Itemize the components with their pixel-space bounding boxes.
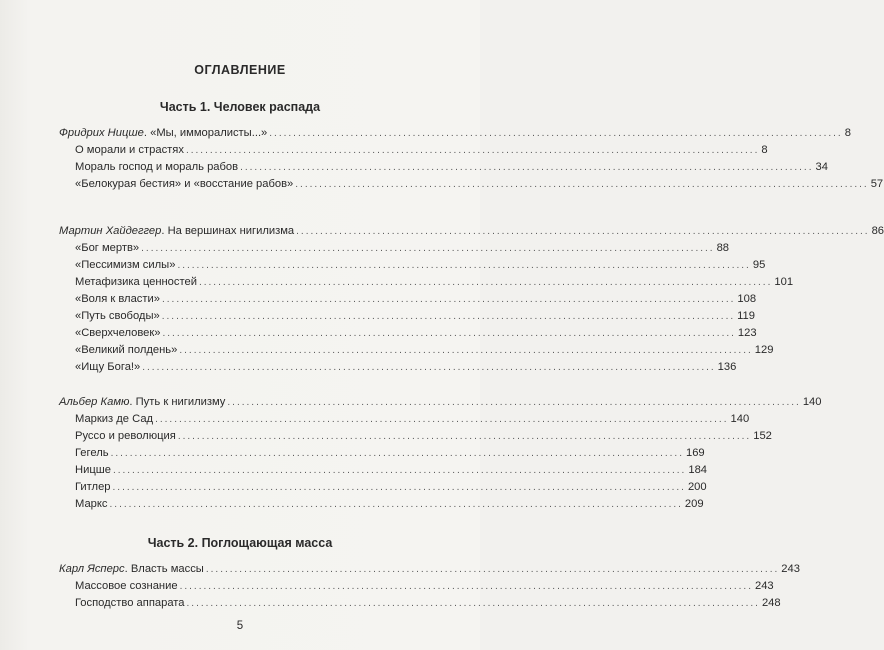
- toc-entry-section: [75, 596, 781, 611]
- chapter-title: . Путь к нигилизму: [129, 396, 226, 408]
- section-title: «Ищу Бога!»: [75, 361, 141, 373]
- dot-leader: ........................................................................................................................: [177, 260, 751, 271]
- section-title: О морали и страстях: [75, 144, 184, 156]
- section-title: «Великий полдень»: [75, 344, 178, 356]
- dot-leader: ........................................................................................................................: [179, 581, 753, 592]
- dot-leader: ........................................................................................................................: [186, 598, 760, 609]
- chapter-title: . На вершинах нигилизма: [161, 225, 295, 237]
- page-ref: 8: [844, 127, 851, 139]
- section-title: Метафизика ценностей: [75, 276, 197, 288]
- section-title: Ницше: [75, 464, 111, 476]
- toc-entry-section: [75, 579, 774, 594]
- page-ref: 34: [815, 161, 828, 173]
- dot-leader: ........................................................................................................................: [161, 294, 736, 305]
- section-title: Массовое сознание: [75, 580, 178, 592]
- toc-entry-section: [75, 292, 757, 307]
- page-ref: 136: [717, 361, 737, 373]
- dot-leader: ........................................................................................................................: [161, 311, 736, 322]
- dot-leader: ........................................................................................................................: [109, 499, 683, 510]
- section-title: «Сверхчеловек»: [75, 327, 161, 339]
- section-title: «Путь свободы»: [75, 310, 160, 322]
- page-ref: 119: [737, 310, 755, 322]
- dot-leader: ........................................................................................................................: [112, 465, 687, 476]
- section-title: Господство аппарата: [75, 597, 185, 609]
- dot-leader: ........................................................................................................................: [155, 414, 729, 425]
- toc-entry-section: [75, 160, 828, 175]
- part-2-title: Часть 2. Поглощающая масса: [147, 536, 333, 550]
- page-ref: 140: [730, 413, 750, 425]
- toc-entry-section: [75, 446, 705, 461]
- page-ref: 140: [802, 396, 822, 408]
- page-ref: 184: [688, 464, 708, 476]
- toc-entry-section: [75, 360, 737, 375]
- toc-entry-section: [75, 343, 774, 358]
- section-title: Мораль господ и мораль рабов: [75, 161, 239, 173]
- page-ref: 243: [781, 563, 800, 575]
- page-ref: 129: [754, 344, 774, 356]
- toc-entry-section: [75, 258, 766, 273]
- dot-leader: ........................................................................................................................: [141, 243, 715, 254]
- dot-leader: ........................................................................................................................: [179, 345, 753, 356]
- dot-leader: ........................................................................................................................: [295, 179, 869, 190]
- toc-entry-section: [75, 412, 750, 427]
- chapter-author: Мартин Хайдеггер: [59, 225, 162, 237]
- section-title: «Воля к власти»: [75, 293, 160, 305]
- toc-entry-section: [75, 241, 730, 256]
- toc-entry-section: [75, 143, 768, 158]
- dot-leader: ........................................................................................................................: [296, 226, 870, 237]
- toc-entry-chapter: [59, 562, 800, 577]
- section-title: «Бог мертв»: [75, 242, 140, 254]
- section-title: Руссо и революция: [75, 430, 176, 442]
- page-ref: 86: [871, 225, 884, 237]
- page-ref: 123: [737, 327, 757, 339]
- section-title: Гитлер: [75, 481, 111, 493]
- toc-entry-section: [75, 326, 757, 341]
- section-title: Гегель: [75, 447, 109, 459]
- page-ref: 209: [684, 498, 704, 510]
- page-number: 5: [236, 620, 244, 632]
- dot-leader: ........................................................................................................................: [112, 482, 686, 493]
- toc-entry-chapter: [59, 395, 822, 410]
- page-ref: 95: [752, 259, 766, 271]
- toc-entry-chapter: [59, 224, 884, 239]
- chapter-title: . «Мы, имморалисты...»: [143, 127, 268, 139]
- dot-leader: ........................................................................................................................: [269, 128, 843, 139]
- dot-leader: ........................................................................................................................: [177, 431, 752, 442]
- dot-leader: ........................................................................................................................: [198, 277, 773, 288]
- page-ref: 8: [761, 144, 768, 156]
- dot-leader: ........................................................................................................................: [142, 362, 716, 373]
- toc-entry-section: [75, 480, 707, 495]
- page-ref: 200: [687, 481, 707, 493]
- page-ref: 243: [754, 580, 774, 592]
- page-ref: 169: [685, 447, 705, 459]
- toc-entry-section: [75, 275, 794, 290]
- toc-entry-section: [75, 309, 755, 324]
- chapter-author: Альбер Камю: [59, 396, 130, 408]
- page-ref: 57: [870, 178, 884, 190]
- page-ref: 101: [774, 276, 794, 288]
- dot-leader: ........................................................................................................................: [185, 145, 760, 156]
- dot-leader: ........................................................................................................................: [162, 328, 736, 339]
- dot-leader: ........................................................................................................................: [227, 397, 801, 408]
- dot-leader: ........................................................................................................................: [110, 448, 684, 459]
- part-1-title: Часть 1. Человек распада: [159, 100, 321, 114]
- page-ref: 152: [753, 430, 772, 442]
- page-ref: 88: [716, 242, 730, 254]
- section-title: Маркиз де Сад: [75, 413, 154, 425]
- toc-entry-section: [75, 177, 884, 192]
- section-title: «Белокурая бестия» и «восстание рабов»: [75, 178, 294, 190]
- chapter-author: Карл Ясперс: [59, 563, 125, 575]
- toc-entry-chapter: [59, 126, 851, 141]
- page-ref: 248: [761, 597, 781, 609]
- toc-entry-section: [75, 429, 772, 444]
- toc-entry-section: [75, 463, 708, 478]
- chapter-author: Фридрих Ницше: [59, 127, 144, 139]
- dot-leader: ........................................................................................................................: [240, 162, 814, 173]
- chapter-title: . Власть массы: [124, 563, 204, 575]
- toc-entry-section: [75, 497, 704, 512]
- section-title: «Пессимизм силы»: [75, 259, 176, 271]
- toc-title: ОГЛАВЛЕНИЕ: [194, 63, 286, 77]
- dot-leader: ........................................................................................................................: [205, 564, 780, 575]
- page-ref: 108: [737, 293, 757, 305]
- section-title: Маркс: [75, 498, 108, 510]
